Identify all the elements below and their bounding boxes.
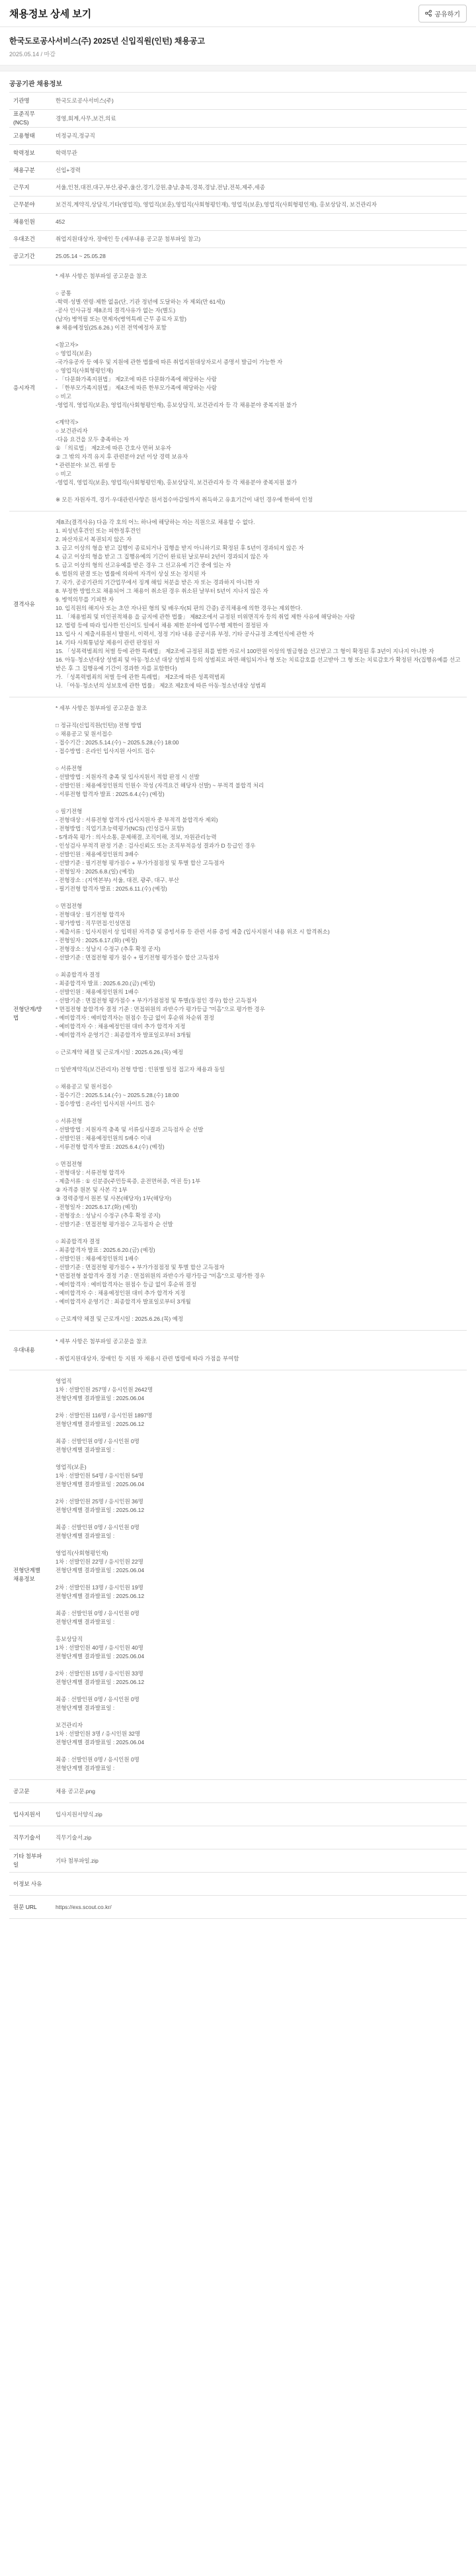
field-label: 우대조건	[9, 231, 50, 248]
field-value: 제8조(결격사유) 다음 각 호의 어느 하나에 해당하는 자는 직원으로 채용할 수 없다. 1. 피성년후견인 또는 피한정후견인 2. 파산자로서 복권되지 않은 자 3. 금고 이상의 형을 받고 집행이 종료되거나 집행을 받지 아니하기로 확정된 후 5년이 경과되지 않은 자 4. 금고 이상의 형을 받고 그 집행유예의 기간이 완료된 날로부터 2년이 경과되지 않은 자 5. 금고 이상의 형의 선고유예를 받은 경우 그 선고유예 기간 중에 있는 자 6. 법원의 판결 또는 법률에 의하여 자격이 상실 또는 정지된 자 7. 국가, 공공기관의 기간업무에서 징계 해임 처분을 받은 자 또는 경과하지 아니한 자 8. 부정한 방법으로 채용되어 그 채용이 취소된 경우 취소된 날부터 5년이 지나지 않은 자 9. 병역의무를 기피한 자 10. 입직원의 해지사 또는 초안 자나된 형의 및 배우자(퇴 판의 간증) 공직채용에 의한 경우는 제외한다. 11. 「채용범죄 및 비인권적채용 을 금지에 관한 법률」 제82조에서 규정된 비위면직자 등의 취업 제한 사유에 해당하는 사람 12. 법령 등에 따라 입사한 인신이도 일에서 채용 제한 분야에 업무수행 제한이 결정된 자 13. 입사 시 제출서류원서 발원서, 이력서, 정정 기타 내용 공공서류 부정, 기타 공사규정 조계인식에 관한 자 14. 기타 사회통념상 제용이 관련 판정된 자 15. 「성폭력범죄의 처벌 등에 관한 특례법」 제2조에 규정된 죄를 범한 자로서 100만원 이상의 벌금형을 선고받고 그 형이 확정된 후 3년이 지나지 아니한 자 16. 아동·청소년대상 성범죄 및 아동·청소년 대상 성범죄 등의 성범죄로 파면·해임되거나 형 또는 치료감호를 선고받아 그 형 또는 치료감호가 확정된 자(집행유예를 선고받은 후 그 집행유예 기간이 경과한 자를 포함한다) 가. 「성폭력범죄의 처벌 등에 관한 특례법」 제2조에 따른 성폭력범죄 나. 「아동·청소년의 성보호에 관한 법률」 제2조 제2호에 따른 아동·청소년대상 성범죄	[50, 511, 467, 697]
field-value: 보건직,계약직,상담직,기타(영업직), 영업직(보훈),영업직(사회형평인재), 영업직(보훈),영업직(사회형평인재), 홍보상담직, 보건관리자	[50, 197, 467, 214]
row-recruit-type	[9, 162, 467, 179]
field-label: 입사지원서	[9, 1803, 50, 1826]
section-title: 공공기관 채용정보	[9, 81, 63, 88]
field-label: 공고기간	[9, 248, 50, 265]
field-value: 25.05.14 ~ 25.05.28	[50, 248, 467, 265]
field-value: 서울,인천,대전,대구,부산,광주,울산,경기,강원,충남,충북,경북,경남,전남,전북,제주,세종	[50, 179, 467, 197]
field-label: 고용형태	[9, 128, 50, 145]
row-job-desc-file	[9, 1826, 467, 1849]
share-icon	[425, 10, 432, 17]
field-value: 취업지원대상자, 장애인 등 (세부내용 공고문 첨부파일 참고)	[50, 231, 467, 248]
row-stage-results	[9, 1370, 467, 1780]
job-date: 2025.05.14 / 마감	[9, 51, 56, 58]
info-table	[9, 92, 467, 1919]
field-label: 표준직무(NCS)	[9, 110, 50, 128]
field-value: 452	[50, 214, 467, 231]
application-file-link[interactable]: 입사지원서양식.zip	[50, 1803, 467, 1826]
field-label: 응시자격	[9, 265, 50, 511]
page-title: 채용정보 상세 보기	[9, 8, 92, 20]
field-label: 우대내용	[9, 1331, 50, 1370]
row-preference	[9, 231, 467, 248]
row-process	[9, 697, 467, 1331]
field-label: 근무분야	[9, 197, 50, 214]
field-label: 학력정보	[9, 145, 50, 162]
field-value	[50, 1873, 467, 1896]
row-job-field	[9, 197, 467, 214]
field-label: 이정보 사유	[9, 1873, 50, 1896]
row-education	[9, 145, 467, 162]
top-bar	[0, 0, 476, 27]
row-agency	[9, 93, 467, 110]
other-file-link[interactable]: 기타 첨부파일.zip	[50, 1849, 467, 1873]
field-value: 영업직 1차 : 선발인원 257명 / 응시인원 2642명 전형단계별 결과발표일 : 2025.06.04 2차 : 선발인원 116명 / 응시인원 1897명 전형단계별 결과발표일 : 2025.06.12 최종 : 선발인원 0명 / 응시인원 0명 전형단계별 결과발표일 : 영업직(보훈) 1차 : 선발인원 54명 / 응시인원 54명 전형단계별 결과발표일 : 2025.06.04 2차 : 선발인원 25명 / 응시인원 36명 전형단계별 결과발표일 : 2025.06.12 최종 : 선발인원 0명 / 응시인원 0명 전형단계별 결과발표일 : 영업직(사회형평인재) 1차 : 선발인원 22명 / 응시인원 22명 전형단계별 결과발표일 : 2025.06.04 2차 : 선발인원 13명 / 응시인원 19명 전형단계별 결과발표일 : 2025.06.12 최종 : 선발인원 0명 / 응시인원 0명 전형단계별 결과발표일 : 홍보상담직 1차 : 선발인원 40명 / 응시인원 40명 전형단계별 결과발표일 : 2025.06.04 2차 : 선발인원 15명 / 응시인원 33명 전형단계별 결과발표일 : 2025.06.12 최종 : 선발인원 0명 / 응시인원 0명 전형단계별 결과발표일 : 보건관리자 1차 : 선발인원 3명 / 응시인원 32명 전형단계별 결과발표일 : 2025.06.04 최종 : 선발인원 0명 / 응시인원 0명 전형단계별 결과발표일 :	[50, 1370, 467, 1780]
row-other-file	[9, 1849, 467, 1873]
row-change-reason	[9, 1873, 467, 1896]
field-value: 학력무관	[50, 145, 467, 162]
row-headcount	[9, 214, 467, 231]
row-notice-file	[9, 1780, 467, 1803]
field-value: * 세부 사항은 첨부파일 공고문을 참조 - 취업지원대상자, 장애인 등 지원 자 채용시 관련 법령에 따라 가점을 부여함	[50, 1331, 467, 1370]
field-label: 기관명	[9, 93, 50, 110]
row-employ-type	[9, 128, 467, 145]
field-label: 공고문	[9, 1780, 50, 1803]
row-ncs	[9, 110, 467, 128]
row-origin-url	[9, 1896, 467, 1919]
field-label: 채용인원	[9, 214, 50, 231]
field-label: 근무지	[9, 179, 50, 197]
field-label: 결격사유	[9, 511, 50, 697]
row-disqualification	[9, 511, 467, 697]
field-value: * 세부 사항은 첨부파일 공고문을 참조 ○ 공통 -학력·성별·연령·제한 없음(단, 기관 정년에 도달하는 자 제외(만 61세)) -공사 인사규정 제8조의 결격사유가 없는 자(별도) (남자) 병역필 또는 면제자(병역특례 근무 종료자 포함) ※ 채용예정일(25.6.26.) 이전 전역예정자 포함 <참고자> ○ 영업직(보훈) -국가유공자 등 예우 및 지원에 관한 법률에 따른 취업지원대상자로서 증명서 발급이 가능한 자 ○ 영업직(사회형평인재) - 「다문화가족지원법」 제2조에 따른 다문화가족에 해당하는 사람 - 「한부모가족지원법」 제4조에 따른 한부모가족에 해당하는 사람 ○ 비고 -영업직, 영업직(보훈), 영업직(사회형평인재), 홍보상담직, 보건관리자 등 각 채용분야 중복지원 불가 <계약직> ○ 보건관리자 -다음 요건을 모두 충족하는 자 ① 「의료법」 제2조에 따른 간호사 면허 보유자 ② 그 밖의 자격 유지 후 관련분야 2년 이상 경력 보유자 * 관련분야: 보건, 위생 등 ○ 비고 -영업직, 영업직(보훈), 영업직(사회형평인재), 홍보상담직, 보건관리자 등 각 채용분야 중복지원 불가 ※ 모든 자원자격, 경기·우대관련사항은 원서접수마감일까지 취득하고 유효기간이 내인 경우에 한하여 인정	[50, 265, 467, 511]
field-label: 채용구분	[9, 162, 50, 179]
field-value: 경영,회계,사무,보건,의료	[50, 110, 467, 128]
field-value: 비정규직,정규직	[50, 128, 467, 145]
field-value: * 세부 사항은 첨부파일 공고문을 참조 □ 정규직(신입직원(인턴)) 전형 방법 ○ 채용공고 및 원서접수 - 접수기간 : 2025.5.14.(수) ~ 2025.5.28.(수) 18:00 - 접수방법 : 온라인 입사지원 사이트 접수 ○ 서류전형 - 선발방법 : 지원자격 충족 및 입사지원서 적합 판정 시 선발 - 선발인원 : 채용예정인원의 인원수 작성 (자격요건 해당자 선발) ~ 부적격 불합격 처리 - 서류전형 합격자 발표 : 2025.6.4.(수) (예정) ○ 필기전형 - 전형대상 : 서류전형 합격자 (입사지원자 중 부적격 불합격자 제외) - 전형방법 : 직업기초능력평가(NCS) (인성검사 포함) - 5개과목 평가 : 의사소통, 문제해결, 조직이해, 정보, 자원관리능력 - 인성검사 부적격 판정 기준 : 검사신뢰도 또는 조직부적응성 결과가 D 등급인 경우 - 선발인원 : 채용예정인원의 3배수 - 선발기준 : 필기전형 평가점수 + 부가가점점정 및 투별 합산 고득점자 - 전형일자 : 2025.6.8.(일) (예정) - 전형장소 : (지역본부) 서울, 대전, 광주, 대구, 부산 - 필기전형 합격자 발표 : 2025.6.11.(수) (예정) ○ 면접전형 - 전형대상 : 필기전형 합격자 - 평가방법 : 직무면접·인성면접 - 제출서류 : 입사지원서 상 입력된 자격증 및 증빙서류 등 관련 서류 증빙 제출 (입사지원서 내용 위조 시 합격취소) - 전형일자 : 2025.6.17.(화) (예정) - 전형장소 : 성남시 수정구 (추후 확정 공지) - 선발기준 : 면접전형 평가 점수 + 필기전형 평가점수 합산 고득점자 ○ 최종합격자 결정 - 최종합격자 발표 : 2025.6.20.(금) (예정) - 선발인원 : 채용예정인원의 1배수 - 선발기준 : 면접전형 평가점수 + 부가가점점정 및 투별(동점인 경우) 합산 고득점자 * 면접전형 불합격자 결정 기준 : 면접위원의 과반수가 평가등급 "미흡"으로 평가한 경우 - 예비합격자 : 예비합격자는 원점수 등급 없이 후순위 차순위 결정 - 예비합격자 수 : 채용예정인원 대비 추가 합격자 지정 - 예비합격자 운영기간 : 최종합격자 발표일로부터 3개월 ○ 근로계약 체결 및 근로개시일 : 2025.6.26.(목) 예정 □ 일반계약직(보건관리자) 전형 방법 : 인원별 일정 접고자 채용과 동일 ○ 채용공고 및 원서접수 - 접수기간 : 2025.5.14.(수) ~ 2025.5.28.(수) 18:00 - 접수방법 : 온라인 입사지원 사이트 접수 ○ 서류전형 - 선발방법 : 지원자격 충족 및 서류심사결과 고득점자 순 선발 - 선발인원 : 채용예정인원의 5배수 이내 - 서류전형 합격자 발표 : 2025.6.4.(수) (예정) ○ 면접전형 - 전형대상 : 서류전형 합격자 - 제출서류 : ① 신분증(주민등록증, 운전면허증, 여권 등) 1부 ② 자격증 원본 및 사본 각 1부 ③ 경력증명서 원본 및 사본(해당자) 1부(해당자) - 전형일자 : 2025.6.17.(화) (예정) - 전형장소 : 성남시 수정구 (추후 확정 공지) - 선발기준 : 면접전형 평가점수 고득점자 순 선발 ○ 최종합격자 결정 - 최종합격자 발표 : 2025.6.20.(금) (예정) - 선발인원 : 채용예정인원의 1배수 - 선발기준 : 면접전형 평가점수 + 부가가점점정 및 투별 합산 고득점자 * 면접전형 불합격자 결정 기준 : 면접위원의 과반수가 평가등급 "미흡"으로 평가한 경우 - 예비합격자 : 예비합격자는 원점수 등급 없이 후순위 결정 - 예비합격자 수 : 채용예정인원 대비 추가 합격자 지정 - 예비합격자 운영기간 : 최종합격자 발표일로부터 3개월 ○ 근로계약 체결 및 근로개시일 : 2025.6.26.(목) 예정	[50, 697, 467, 1331]
field-label: 원문 URL	[9, 1896, 50, 1919]
share-button[interactable]	[418, 5, 467, 22]
job-desc-file-link[interactable]: 직무기술서.zip	[50, 1826, 467, 1849]
job-header	[0, 27, 476, 65]
row-application-file	[9, 1803, 467, 1826]
notice-file-link[interactable]: 채용 공고문.png	[50, 1780, 467, 1803]
row-location	[9, 179, 467, 197]
row-period	[9, 248, 467, 265]
row-preferred	[9, 1331, 467, 1370]
row-qualification	[9, 265, 467, 511]
field-label: 기타 첨부파일	[9, 1849, 50, 1873]
field-value: 한국도로공사서비스(주)	[50, 93, 467, 110]
section-divider	[0, 65, 476, 71]
field-label: 전형단계별 채용정보	[9, 1370, 50, 1780]
share-button-label: 공유하기	[434, 11, 460, 19]
field-value: 신입+경력	[50, 162, 467, 179]
origin-url-link[interactable]: https://exs.scout.co.kr/	[50, 1896, 467, 1919]
field-label: 전형단계/방법	[9, 697, 50, 1331]
job-title: 한국도로공사서비스(주) 2025년 신입직원(인턴) 채용공고	[9, 36, 206, 46]
field-label: 직무기술서	[9, 1826, 50, 1849]
